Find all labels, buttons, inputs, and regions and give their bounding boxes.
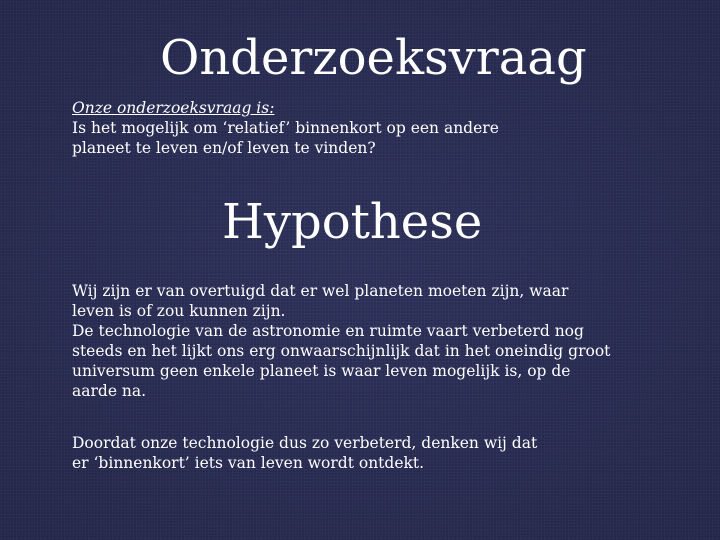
title-onderzoeksvraag: Onderzoeksvraag [160,30,587,86]
conclusion-paragraph: Doordat onze technologie dus zo verbeterd, denken wij dat er ‘binnenkort’ iets van leven wordt ontdekt. [72,434,538,472]
research-question-block [72,98,532,158]
research-question-label: Onze onderzoeksvraag is: [72,99,275,117]
title-hypothese: Hypothese [222,194,483,250]
hypothesis-paragraph-1: Wij zijn er van overtuigd dat er wel planeten moeten zijn, waar leven is of zou kunnen zijn. [72,282,569,320]
conclusion-block [72,433,552,473]
hypothesis-paragraph-2: De technologie van de astronomie en ruimte vaart verbeterd nog steeds en het lijkt ons erg onwaarschijnlijk dat in het oneindig groot universum geen enkele planeet is waar leven mogelijk is, op de aarde na. [72,322,611,400]
hypothesis-block [72,281,612,401]
research-question-text: Is het mogelijk om ‘relatief’ binnenkort op een andere planeet te leven en/of leven te vinden? [72,119,499,157]
